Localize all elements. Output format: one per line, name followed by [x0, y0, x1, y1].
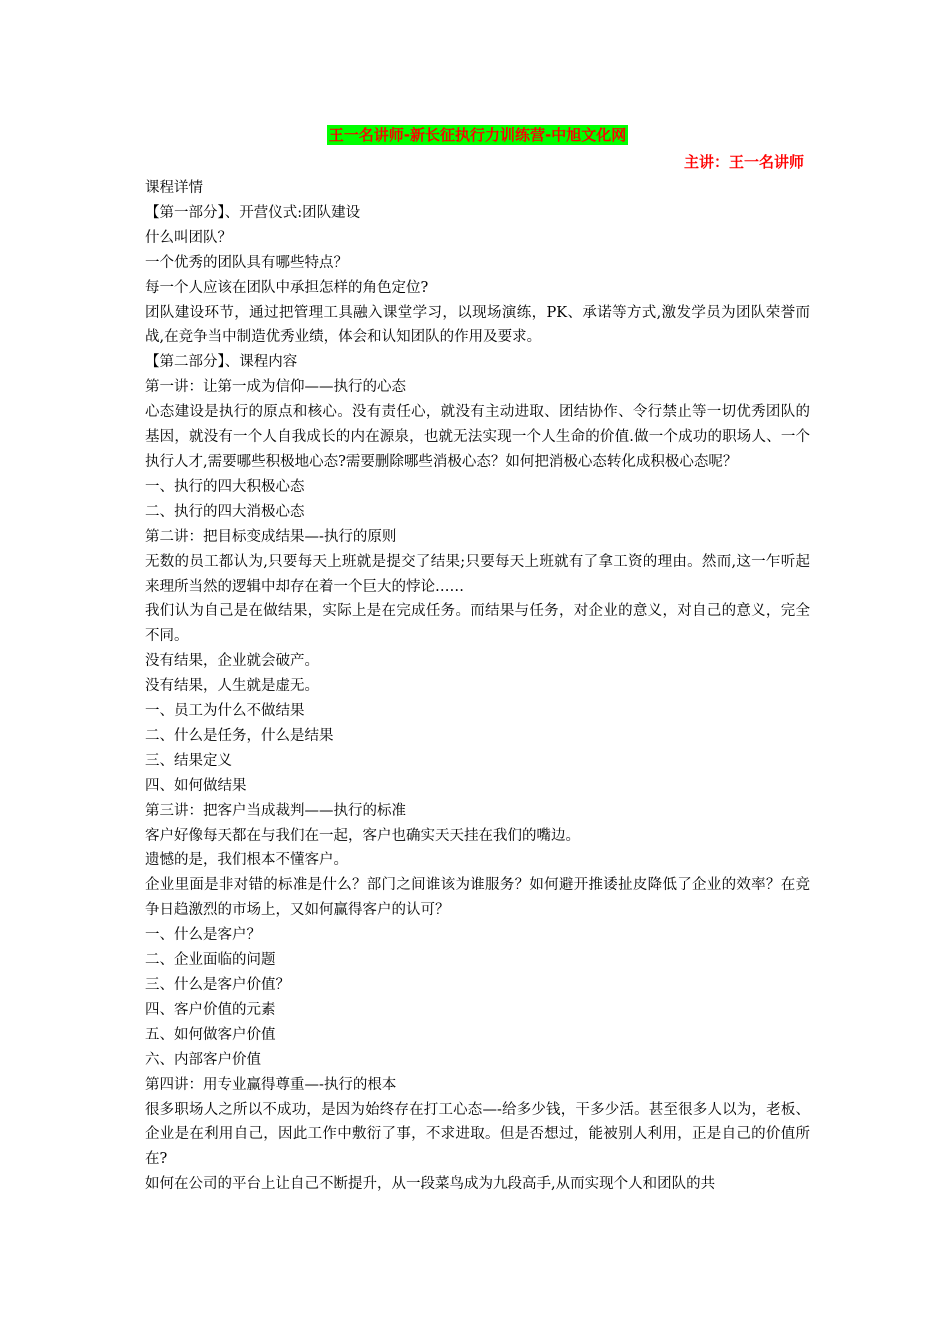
paragraph: 第四讲：用专业赢得尊重—-执行的根本	[145, 1076, 397, 1093]
paragraph: 第一讲：让第一成为信仰——执行的心态	[145, 379, 406, 396]
paragraph: 没有结果，人生就是虚无。	[145, 678, 319, 695]
paragraph: 什么叫团队？	[145, 229, 232, 246]
paragraph: 四、如何做结果	[145, 777, 247, 794]
document-page	[145, 122, 810, 1197]
paragraph: 三、结果定义	[145, 752, 232, 769]
paragraph: 五、如何做客户价值	[145, 1026, 276, 1043]
document-title: 王一名讲师-新长征执行力训练营-中旭文化网	[328, 126, 627, 144]
paragraph: 四、客户价值的元素	[145, 1001, 276, 1018]
paragraph: 六、内部客户价值	[145, 1051, 261, 1068]
paragraph: 一个优秀的团队具有哪些特点？	[145, 254, 348, 271]
paragraph: 客户好像每天都在与我们在一起，客户也确实天天挂在我们的嘴边。	[145, 827, 580, 844]
paragraph: 二、执行的四大消极心态	[145, 503, 305, 520]
paragraph: 无数的员工都认为,只要每天上班就是提交了结果;只要每天上班就有了拿工资的理由。然而,这一乍听起来理所当然的逻辑中却存在着一个巨大的悖论……	[145, 553, 810, 595]
paragraph: 企业里面是非对错的标准是什么？部门之间谁该为谁服务？如何避开推诿扯皮降低了企业的效率？在竞争日趋激烈的市场上，又如何赢得客户的认可？	[145, 877, 810, 919]
paragraph: 一、员工为什么不做结果	[145, 703, 305, 720]
paragraph: 团队建设环节，通过把管理工具融入课堂学习，以现场演练，PK、承诺等方式,激发学员为团队荣誉而战,在竞争当中制造优秀业绩，体会和认知团队的作用及要求。	[145, 304, 810, 346]
paragraph: 三、什么是客户价值？	[145, 977, 290, 993]
paragraph: 心态建设是执行的原点和核心。没有责任心，就没有主动进取、团结协作、令行禁止等一切优秀团队的基因，就没有一个人自我成长的内在源泉，也就无法实现一个人生命的价值.做一个成功的职场人、一个执行人才,需要哪些积极地心态?需要删除哪些消极心态？如何把消极心态转化成积极心态呢？	[145, 404, 810, 470]
paragraph: 第三讲：把客户当成裁判——执行的标准	[145, 802, 406, 819]
paragraph: 如何在公司的平台上让自己不断提升，从一段菜鸟成为九段高手,从而实现个人和团队的共	[145, 1176, 716, 1193]
author-row	[145, 148, 810, 176]
paragraph: 二、什么是任务，什么是结果	[145, 727, 334, 744]
paragraph: 【第二部分】、课程内容	[145, 354, 298, 371]
paragraph: 一、什么是客户？	[145, 927, 261, 944]
paragraph: 遗憾的是，我们根本不懂客户。	[145, 852, 348, 869]
document-author: 主讲：王一名讲师	[683, 153, 804, 171]
paragraph: 很多职场人之所以不成功，是因为始终存在打工心态—-给多少钱，干多少活。甚至很多人以为，老板、企业是在利用自己，因此工作中敷衍了事，不求进取。但是否想过，能被别人利用，正是自己的价值所在?	[145, 1101, 810, 1168]
paragraph: 我们认为自己是在做结果，实际上是在完成任务。而结果与任务，对企业的意义，对自己的意义，完全不同。	[145, 603, 810, 645]
document-body	[145, 176, 810, 1197]
paragraph: 【第一部分】、开营仪式:团队建设	[145, 204, 361, 221]
paragraph: 第二讲：把目标变成结果—-执行的原则	[145, 528, 397, 545]
paragraph: 课程详情	[145, 180, 203, 196]
paragraph: 没有结果，企业就会破产。	[145, 653, 319, 670]
paragraph: 每一个人应该在团队中承担怎样的角色定位?	[145, 279, 429, 296]
paragraph: 一、执行的四大积极心态	[145, 478, 305, 495]
title-row	[145, 122, 810, 148]
paragraph: 二、企业面临的问题	[145, 952, 276, 969]
